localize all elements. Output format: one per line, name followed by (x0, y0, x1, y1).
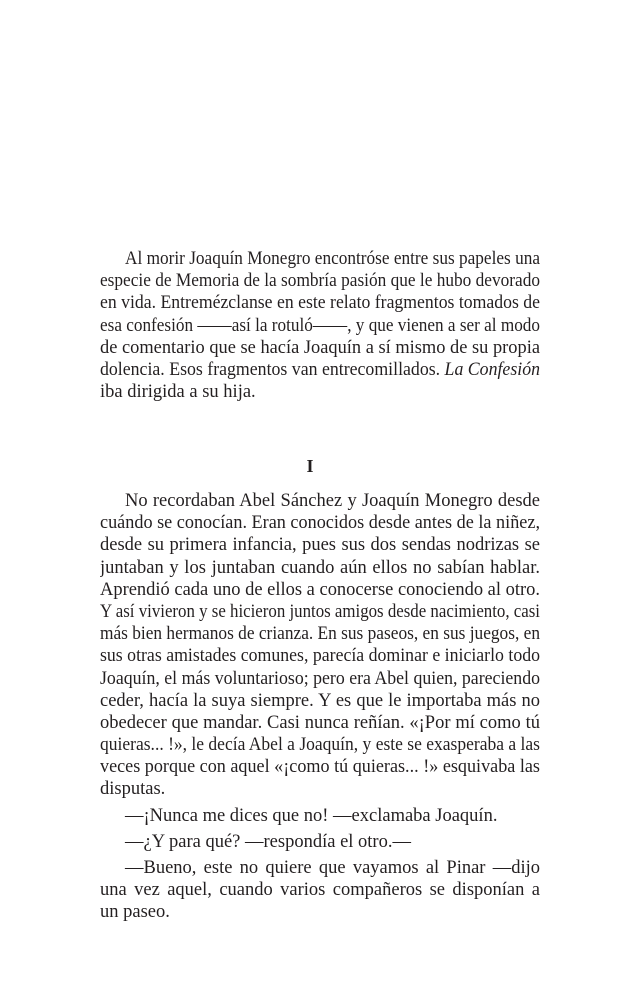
text-line: de comentario que se hacía Joaquín a sí mismo de su propia (100, 337, 540, 358)
text-line: Y así vivieron y se hicieron juntos amigos desde nacimiento, casi (100, 601, 540, 622)
text-line: Joaquín, el más voluntarioso; pero era Abel quien, pareciendo (100, 668, 540, 689)
text-line: cuándo se conocían. Eran conocidos desde antes de la niñez, (100, 513, 540, 534)
text-line: Al morir Joaquín Monegro encontróse entre sus papeles una (124, 249, 540, 269)
dialogue-line: una vez aquel, cuando varios compañeros se disponían a (100, 880, 540, 901)
text-line: desde su primera infancia, pues sus dos sendas nodrizas se (100, 535, 540, 556)
text-line: esa confesión ——así la rotuló——, y que vienen a ser al modo (100, 315, 540, 336)
intro-paragraph (100, 248, 540, 403)
text-line: obedecer que mandar. Casi nunca reñían. «¡Por mí como tú (100, 712, 540, 733)
text-line: dolencia. Esos fragmentos van entrecomillados. La Confesión (100, 359, 540, 380)
book-title: La Confesión (444, 359, 540, 380)
text-line: disputas. (100, 779, 166, 800)
text-line: juntaban y los juntaban cuando aún ellos no sabían hablar. (100, 557, 540, 578)
chapter-heading: I (306, 456, 314, 476)
dialogue-line: —Bueno, este no quiere que vayamos al Pinar —dijo (125, 858, 540, 878)
dialogue-line: —¿Y para qué? —respondía el otro.— (125, 831, 411, 852)
text-line: veces porque con aquel «¡como tú quieras... !» esquivaba las (100, 757, 540, 778)
text-line: sus otras amistades comunes, parecía dominar e iniciarlo todo (100, 646, 540, 667)
dialogue-line: un paseo. (100, 902, 170, 923)
text-line: especie de Memoria de la sombría pasión que le hubo devorado (100, 271, 540, 292)
text-line: más bien hermanos de crianza. En sus paseos, en sus juegos, en (100, 624, 540, 645)
text-line: ceder, hacía la suya siempre. Y es que le importaba más no (100, 690, 540, 711)
text-line: quieras... !», le decía Abel a Joaquín, y este se exasperaba a las (100, 735, 540, 756)
text-line: en vida. Entremézclanse en este relato fragmentos tomados de (100, 293, 540, 314)
text-line: iba dirigida a su hija. (100, 382, 256, 403)
chapter-paragraph (100, 490, 540, 924)
text-line: Aprendió cada uno de ellos a conocerse conociendo al otro. (100, 579, 540, 600)
dialogue-line: —¡Nunca me dices que no! —exclamaba Joaquín. (125, 805, 498, 826)
text-line: No recordaban Abel Sánchez y Joaquín Monegro desde (125, 491, 540, 511)
